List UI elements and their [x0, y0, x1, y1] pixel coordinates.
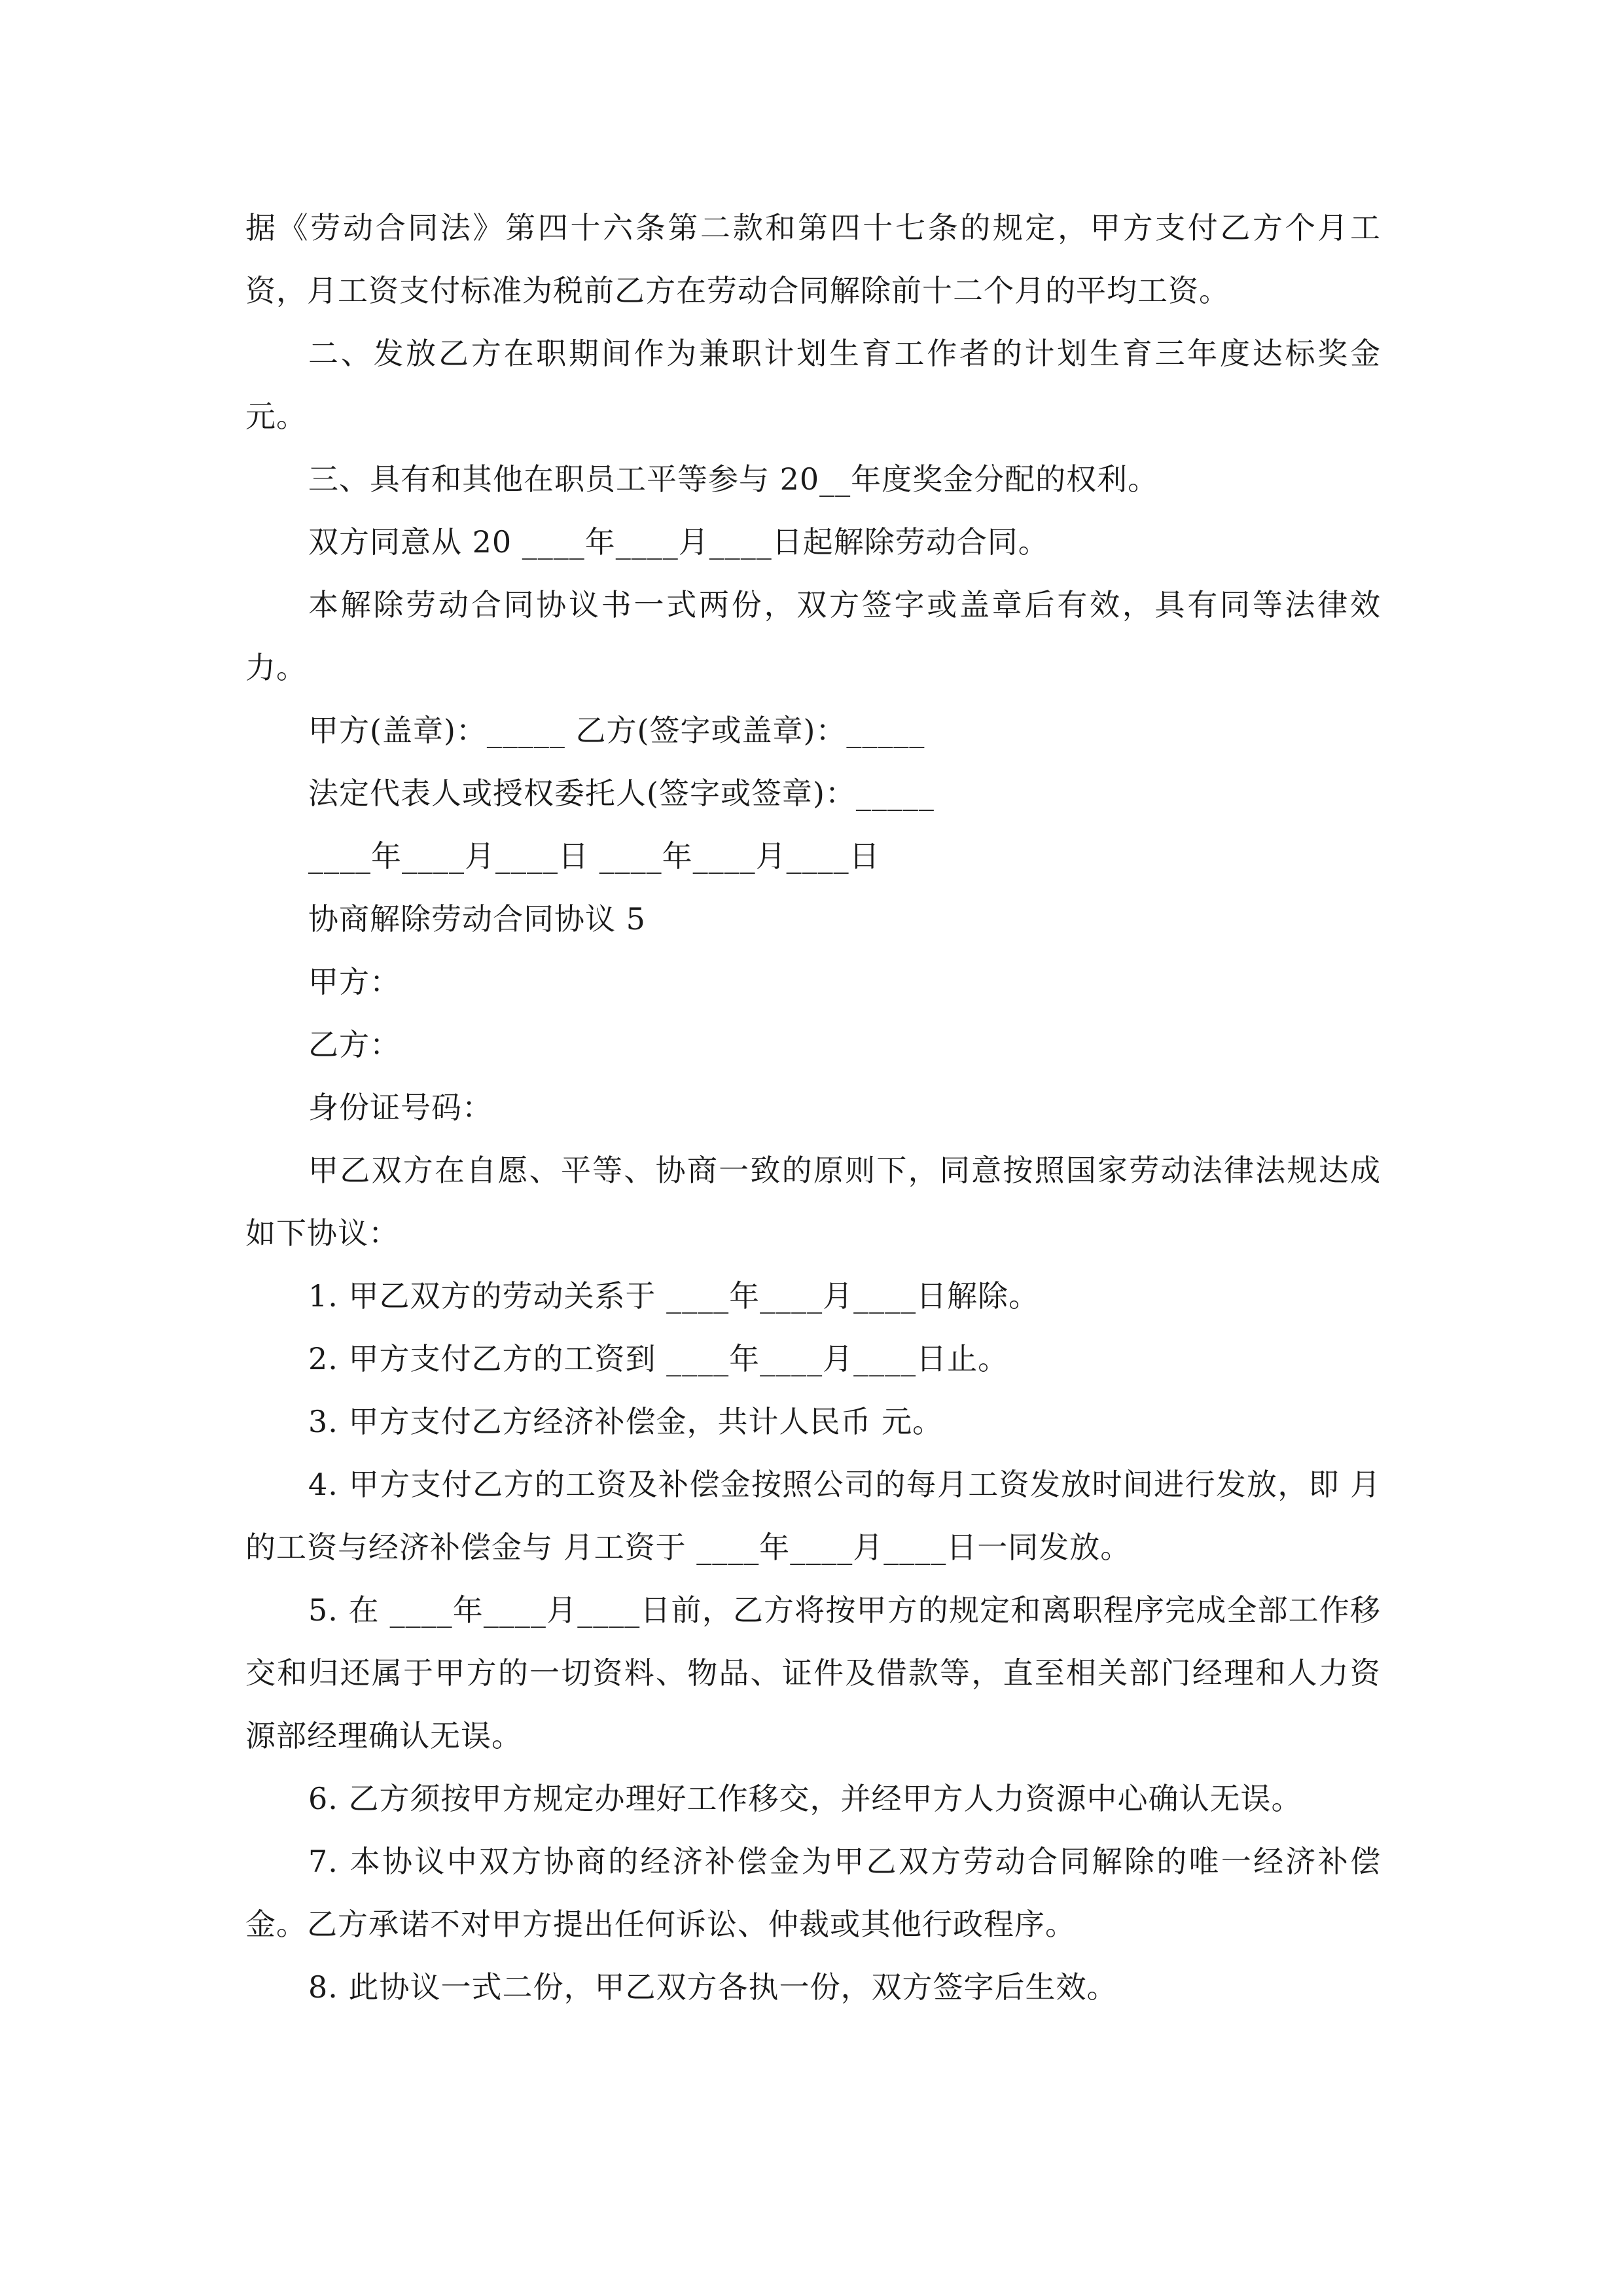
- signature-date-line: ____年____月____日 ____年____月____日: [308, 838, 880, 874]
- clause-4: 4. 甲方支付乙方的工资及补偿金按照公司的每月工资发放时间进行发放，即 月的工资与经济补偿金与 月工资于 ____年____月____日一同发放。: [245, 1467, 1381, 1565]
- party-b-label: 乙方：: [308, 1027, 401, 1062]
- paragraph-termination-date: 双方同意从 20 ____年____月____日起解除劳动合同。: [308, 524, 1049, 560]
- clause-8: 8. 此协议一式二份，甲乙双方各执一份，双方签字后生效。: [308, 1969, 1118, 2005]
- section-title: 协商解除劳动合同协议 5: [308, 901, 646, 937]
- clause-2: 2. 甲方支付乙方的工资到 ____年____月____日止。: [308, 1341, 1009, 1376]
- party-a-label: 甲方：: [308, 964, 401, 999]
- document-body: [245, 196, 1381, 2018]
- clause-5: 5. 在 ____年____月____日前，乙方将按甲方的规定和离职程序完成全部工作移交和归还属于甲方的一切资料、物品、证件及借款等，直至相关部门经理和人力资源部经理确认无误。: [245, 1592, 1381, 1753]
- paragraph-severance-basis: 据《劳动合同法》第四十六条第二款和第四十七条的规定，甲方支付乙方个月工资，月工资支付标准为税前乙方在劳动合同解除前十二个月的平均工资。: [245, 210, 1381, 308]
- clause-7: 7. 本协议中双方协商的经济补偿金为甲乙双方劳动合同解除的唯一经济补偿金。乙方承诺不对甲方提出任何诉讼、仲裁或其他行政程序。: [245, 1844, 1381, 1942]
- paragraph-agreement-intro: 甲乙双方在自愿、平等、协商一致的原则下，同意按照国家劳动法律法规达成如下协议：: [245, 1153, 1381, 1251]
- paragraph-bonus-item-3: 三、具有和其他在职员工平等参与 20__年度奖金分配的权利。: [308, 461, 1159, 497]
- clause-6: 6. 乙方须按甲方规定办理好工作移交，并经甲方人力资源中心确认无误。: [308, 1781, 1302, 1816]
- clause-3: 3. 甲方支付乙方经济补偿金，共计人民币 元。: [308, 1404, 944, 1439]
- paragraph-bonus-item-2: 二、发放乙方在职期间作为兼职计划生育工作者的计划生育三年度达标奖金元。: [245, 336, 1381, 434]
- clause-1: 1. 甲乙双方的劳动关系于 ____年____月____日解除。: [308, 1278, 1040, 1314]
- signature-party-line: 甲方(盖章)：_____ 乙方(签字或盖章)：_____: [308, 713, 925, 748]
- id-number-label: 身份证号码：: [308, 1090, 493, 1125]
- signature-representative-line: 法定代表人或授权委托人(签字或签章)：_____: [308, 776, 935, 811]
- paragraph-copies-validity: 本解除劳动合同协议书一式两份，双方签字或盖章后有效，具有同等法律效力。: [245, 587, 1381, 685]
